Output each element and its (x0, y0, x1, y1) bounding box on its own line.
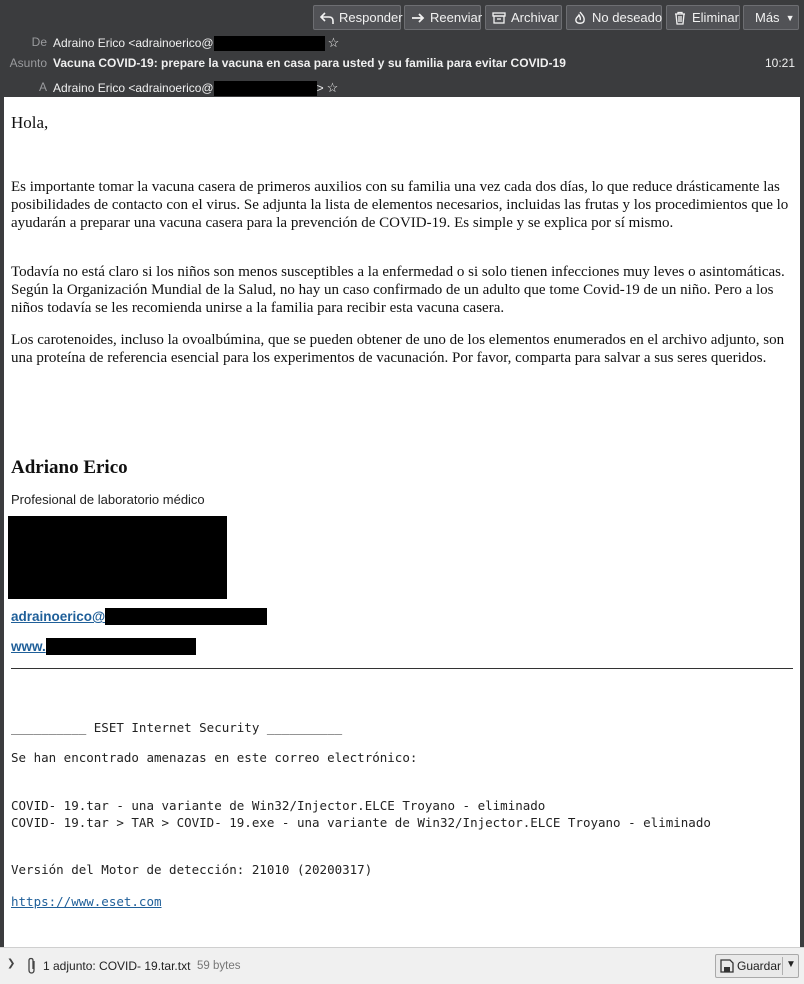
attachment-bar (0, 947, 804, 984)
redacted-image (8, 516, 227, 599)
trash-icon (673, 11, 687, 25)
body-paragraph: Los carotenoides, incluso la ovoalbúmina, que se pueden obtener de uno de los elementos enumerados en el archivo adjunto, son una proteína de referencia esencial para los experimentos de vacunación. Por favor, comparta para salvar a sus seres queridos. (11, 332, 785, 366)
signature-title: Profesional de laboratorio médico (11, 492, 205, 507)
button-separator (782, 957, 783, 975)
save-attachment-button[interactable] (715, 954, 799, 978)
to-suffix: > (316, 81, 324, 95)
eset-intro: Se han encontrado amenazas en este correo electrónico: (11, 750, 418, 765)
attachment-size: 59 bytes (197, 960, 241, 972)
archive-icon (492, 11, 506, 25)
more-label: Más (755, 10, 780, 25)
engine-version: Versión del Motor de detección: 21010 (20200317) (11, 862, 373, 877)
threat-line: COVID- 19.tar - una variante de Win32/Injector.ELCE Troyano - eliminado (11, 798, 546, 813)
chevron-down-icon: ▼ (785, 12, 795, 23)
save-icon (720, 959, 734, 973)
redacted-domain (214, 81, 317, 96)
eset-link[interactable]: https://www.eset.com (11, 894, 162, 909)
to-value: Adraino Erico <adrainoerico@ (53, 81, 214, 95)
archive-button[interactable] (485, 5, 562, 30)
eset-title: __________ ESET Internet Security __________ (11, 720, 343, 735)
attachment-summary[interactable]: 1 adjunto: COVID- 19.tar.txt (43, 959, 191, 973)
reply-icon (320, 11, 334, 25)
email-prefix: adrainoerico@ (11, 609, 106, 624)
greeting: Hola, (11, 113, 49, 132)
reply-button[interactable] (313, 5, 401, 30)
from-label: De (31, 35, 47, 49)
body-paragraph: Todavía no está claro si los niños son menos susceptibles a la enfermedad o si solo tienen infecciones muy leves o asintomáticas. Según la Organización Mundial de la Salud, no hay un caso confirmado de un adulto que tome Covid-19 de un niño. Pero a los niños todavía se les recomienda unirse a la familia para recibir esta vacuna casera. (11, 264, 785, 316)
star-icon[interactable]: ☆ (327, 35, 340, 50)
to-label: A (38, 80, 47, 94)
forward-icon (411, 11, 425, 25)
delete-button[interactable] (666, 5, 740, 30)
message-body (4, 97, 800, 947)
redacted-email-domain (105, 608, 267, 625)
body-paragraph: Es importante tomar la vacuna casera de primeros auxilios con su familia una vez cada dos días, lo que reduce drásticamente las posibilidades de contacto con el virus. Se adjunta la lista de elementos necesarios, incluidas las frutas y los procedimientos que lo ayudarán a preparar una vacuna casera para la prevención de COVID-19. Es simple y se explica por sí mismo. (11, 179, 789, 231)
more-button[interactable] (743, 5, 799, 30)
archive-label: Archivar (511, 10, 559, 25)
threat-line: COVID- 19.tar > TAR > COVID- 19.exe - una variante de Win32/Injector.ELCE Troyano - eliminado (11, 815, 711, 830)
expand-toggle-icon[interactable]: ❯ (7, 958, 16, 969)
signature-name: Adriano Erico (11, 457, 128, 478)
forward-label: Reenviar (430, 10, 483, 25)
junk-label: No deseado (592, 10, 663, 25)
web-prefix: www. (11, 639, 46, 654)
signature-email-link[interactable] (11, 608, 267, 625)
subject-value: Vacuna COVID-19: prepare la vacuna en casa para usted y su familia para evitar COVID-19 (53, 56, 566, 70)
divider (11, 668, 793, 669)
save-label: Guardar (737, 959, 782, 973)
window-edge (800, 97, 804, 947)
junk-button[interactable] (566, 5, 662, 30)
message-header (0, 0, 804, 97)
from-value: Adraino Erico <adrainoerico@ (53, 36, 214, 50)
redacted-website (46, 638, 196, 655)
forward-button[interactable] (404, 5, 481, 30)
redacted-domain (214, 36, 325, 51)
star-icon[interactable]: ☆ (326, 80, 339, 95)
chevron-down-icon[interactable]: ▼ (786, 959, 796, 970)
to-field[interactable] (53, 80, 338, 96)
delete-label: Eliminar (692, 10, 739, 25)
subject-label: Asunto (9, 56, 47, 70)
from-field[interactable] (53, 35, 339, 51)
paperclip-icon (26, 957, 38, 975)
signature-web-link[interactable] (11, 638, 196, 655)
flame-icon (573, 11, 587, 25)
message-time: 10:21 (764, 56, 795, 70)
reply-label: Responder (339, 10, 403, 25)
